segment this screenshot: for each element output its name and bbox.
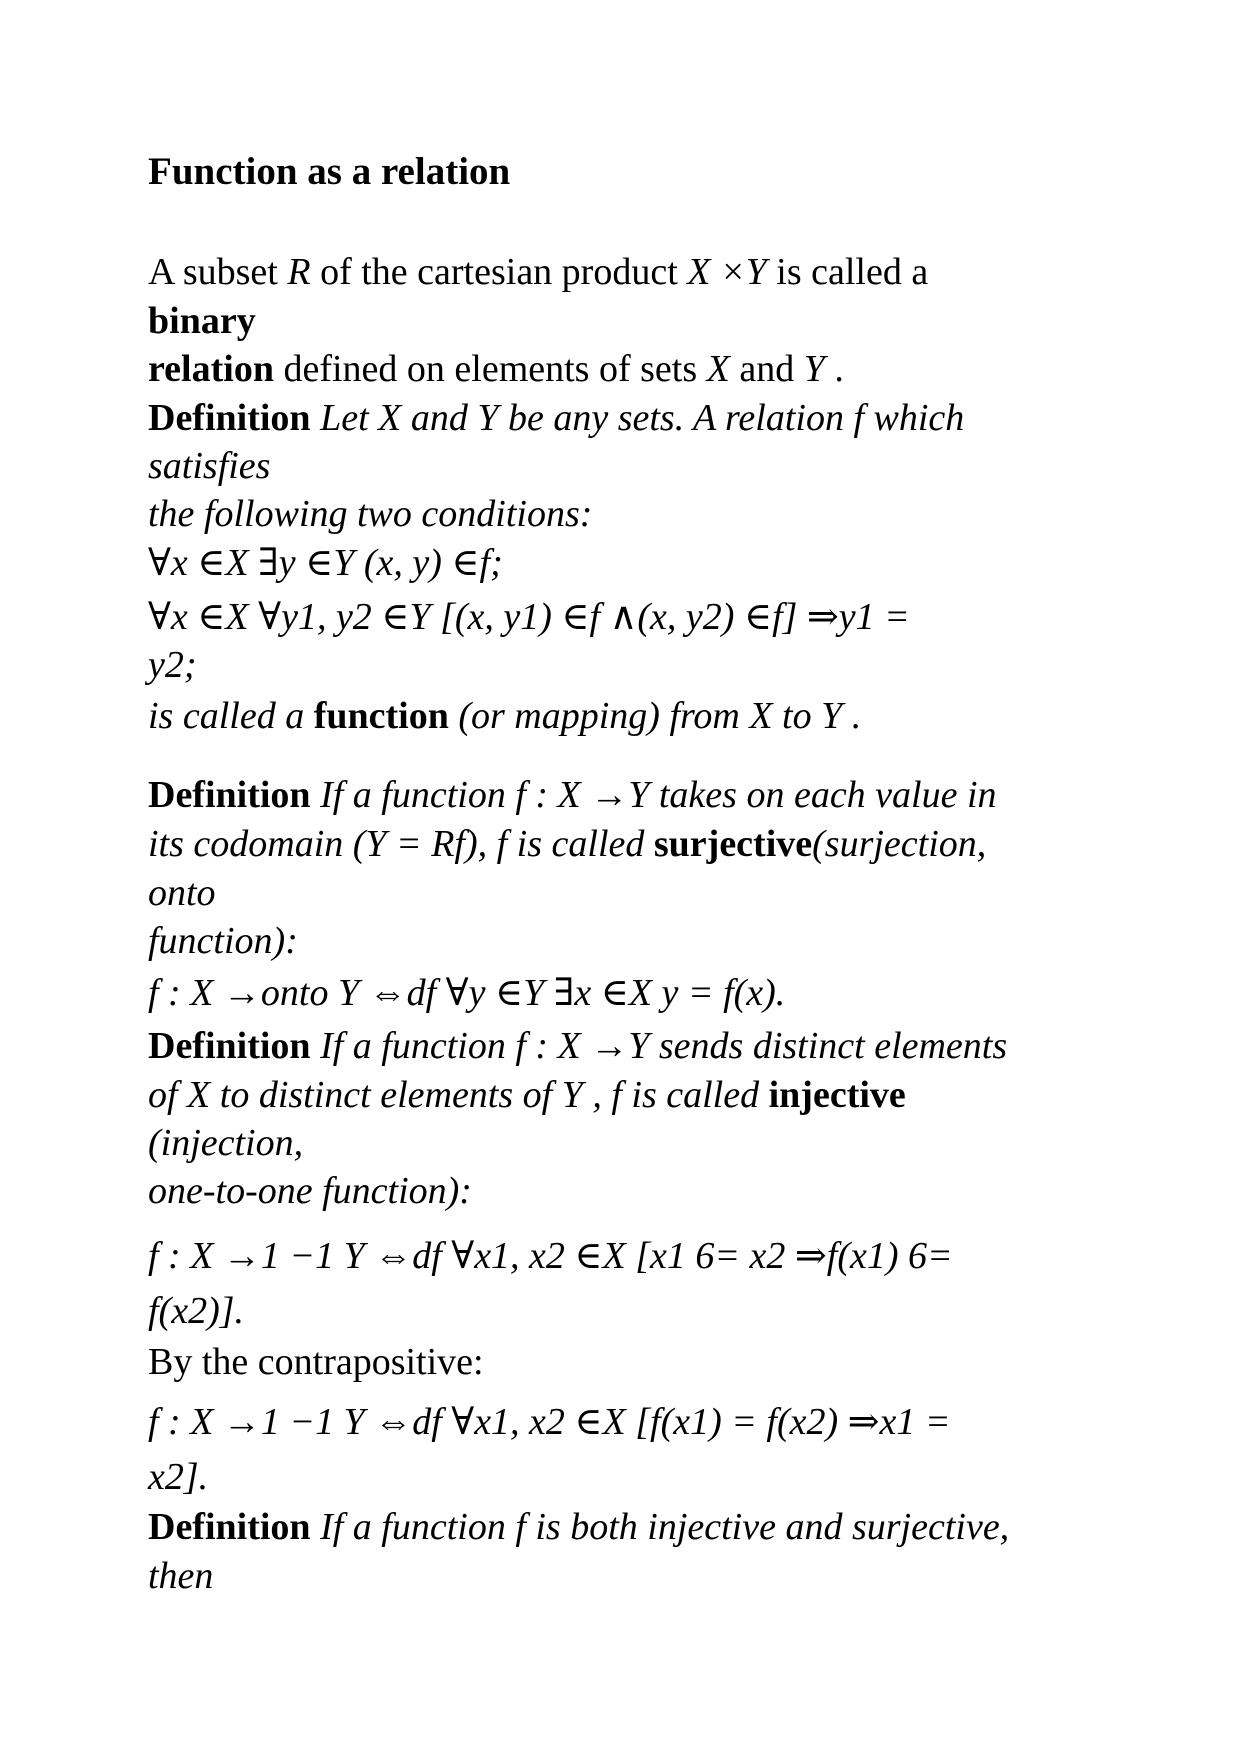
bold-term: function — [313, 695, 449, 737]
text-run: By the contrapositive: — [148, 1341, 484, 1383]
text-run: R — [287, 251, 311, 293]
page-title: Function as a relation — [148, 150, 511, 193]
text-run: is called a — [148, 695, 314, 737]
text-run: X ×Y — [687, 251, 767, 293]
text-line — [148, 1337, 484, 1387]
text-line — [148, 247, 928, 297]
text-run: ∀x ∈X ∀y1, y2 ∈Y [(x, y1) ∈f ∧(x, y2) ∈f] ⇒y1 = — [148, 596, 910, 638]
bold-term: surjective — [653, 823, 813, 865]
text-line — [148, 868, 216, 918]
text-line — [148, 441, 270, 491]
text-run: f : X →onto Y ⇔df ∀y ∈Y ∃x ∈X y = f(x). — [148, 972, 786, 1014]
text-run: Y — [803, 348, 825, 390]
text-run: If a function f is both injective and surjective, — [310, 1506, 1010, 1548]
text-line — [148, 1551, 213, 1601]
text-run: function): — [148, 920, 298, 962]
text-run: . — [824, 348, 844, 390]
text-run: f : X →1 −1 Y ⇔df ∀x1, x2 ∈X [x1 6= x2 ⇒f(x1) 6= — [148, 1235, 953, 1277]
bold-term: Definition — [148, 1506, 311, 1548]
text-line — [148, 296, 256, 346]
text-line — [148, 1166, 472, 1216]
text-run: one-to-one function): — [148, 1170, 472, 1212]
text-run: defined on elements of sets — [273, 348, 707, 390]
text-run: If a function f : X →Y sends distinct elements — [310, 1025, 1008, 1067]
text-run: (or mapping) from X to Y . — [448, 695, 862, 737]
text-line — [148, 640, 197, 690]
text-run: onto — [148, 872, 216, 914]
text-line — [148, 538, 503, 588]
text-line — [148, 1021, 1007, 1071]
text-run: X — [706, 348, 730, 390]
bold-term: injective — [768, 1074, 906, 1116]
text-run: satisfies — [148, 445, 271, 487]
bold-term: Definition — [148, 1025, 311, 1067]
text-run: y2; — [148, 644, 197, 686]
text-run: (injection, — [148, 1122, 304, 1164]
text-run: Let X and Y be any sets. A relation f which — [310, 397, 965, 439]
bold-term: Definition — [148, 397, 311, 439]
text-run: then — [148, 1555, 214, 1597]
text-run: of the cartesian product — [310, 251, 688, 293]
text-run: ∀x ∈X ∃y ∈Y (x, y) ∈f; — [148, 542, 503, 584]
text-run: f(x2)]. — [148, 1290, 245, 1332]
text-run: is called a — [766, 251, 929, 293]
text-line — [148, 691, 861, 741]
text-line — [148, 1502, 1009, 1552]
text-run: of X to distinct elements of Y , f is called — [148, 1074, 769, 1116]
text-run: its codomain (Y = Rf), f is called — [148, 823, 654, 865]
text-line — [148, 968, 785, 1018]
text-line — [148, 1286, 244, 1336]
text-line — [148, 1118, 303, 1168]
text-run: the following two conditions: — [148, 493, 593, 535]
bold-term: relation — [148, 348, 274, 390]
text-line — [148, 1452, 208, 1502]
text-line — [148, 592, 910, 642]
text-run: f : X →1 −1 Y ⇔df ∀x1, x2 ∈X [f(x1) = f(x2) ⇒x1 = — [148, 1401, 951, 1443]
text-run: A subset — [148, 251, 288, 293]
text-run: x2]. — [148, 1456, 209, 1498]
bold-term: Definition — [148, 774, 311, 816]
text-line — [148, 1070, 906, 1120]
text-line — [148, 393, 964, 443]
bold-term: binary — [148, 300, 256, 342]
text-line — [148, 770, 997, 820]
text-line — [148, 916, 298, 966]
text-run: (surjection, — [812, 823, 987, 865]
text-line — [148, 819, 986, 869]
text-line — [148, 344, 844, 394]
text-line — [148, 1231, 953, 1281]
text-line — [148, 489, 592, 539]
text-line — [148, 1397, 951, 1447]
text-run: If a function f : X →Y takes on each value in — [310, 774, 997, 816]
text-run: and — [729, 348, 804, 390]
